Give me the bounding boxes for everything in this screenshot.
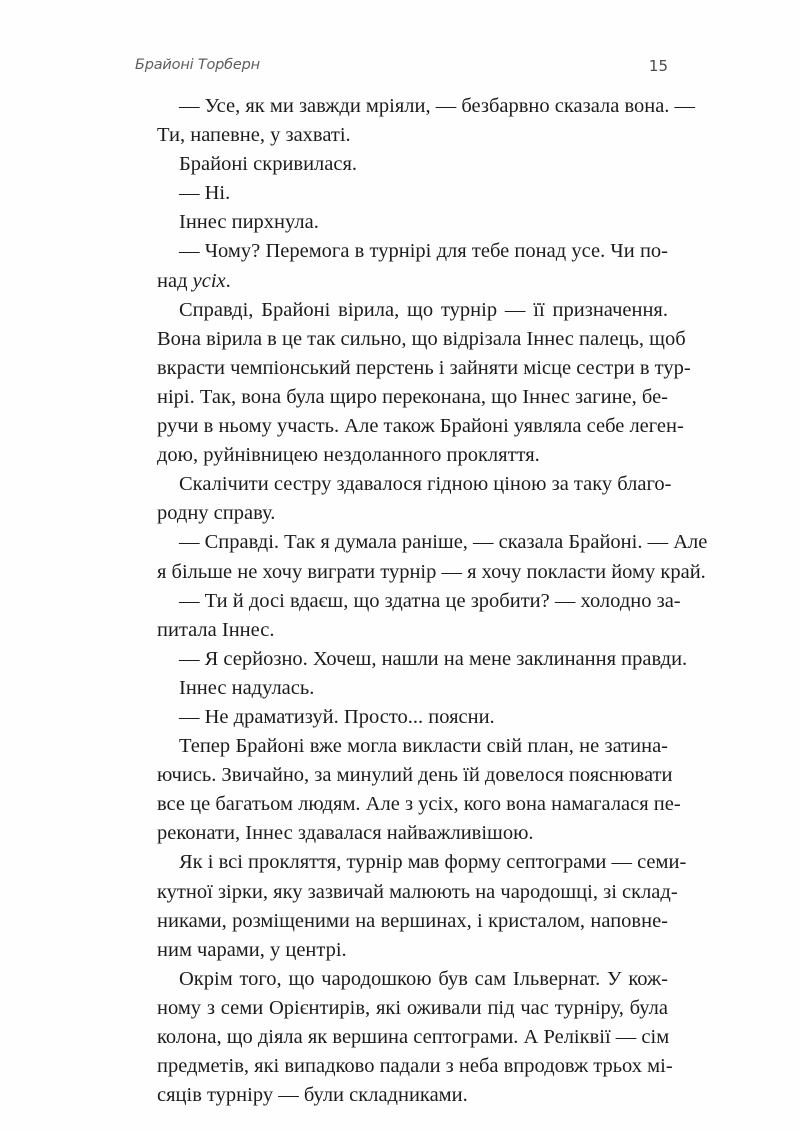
paragraph [135, 732, 681, 848]
text-line: Вона вірила в це так сильно, що відрізала Іннес палець, щоб [157, 327, 686, 350]
text-line: родну справу. [157, 502, 276, 525]
text-line: колона, що діяла як вершина септограми. А Реліквії — сім [157, 1026, 670, 1048]
text-line: Як і всі прокляття, турнір мав форму септограми — семи- [179, 851, 687, 874]
text-line: дою, руйнівницею нездоланного прокляття. [157, 444, 540, 467]
text-line: Скалічити сестру здавалося гідною ціною за таку благо- [179, 473, 672, 496]
paragraph [135, 92, 696, 150]
paragraph [135, 674, 668, 703]
text-line: Тепер Брайоні вже могла викласти свій план, не затина- [179, 735, 668, 758]
text-line: предметів, які випадково падали з неба впродовж трьох мі- [157, 1055, 673, 1078]
text-line: я більше не хочу виграти турнір — я хочу покласти йому край. [157, 560, 706, 583]
text-line: ним чарами, у центрі. [157, 938, 347, 961]
text-line: ючись. Звичайно, за минулий день їй довелося пояснювати [157, 764, 673, 787]
page-number: 15 [648, 57, 668, 75]
paragraph [135, 645, 688, 674]
text-line: реконати, Іннес здавалася найважливішою. [157, 822, 534, 845]
paragraph [135, 528, 708, 586]
text-line: вкрасти чемпіонський перстень і зайняти місце сестри в тур- [157, 356, 691, 379]
text-line: кутної зірки, яку зазвичай малюють на чародошці, зі склад- [157, 880, 678, 903]
paragraph [135, 587, 681, 645]
text-line: Брайоні скривилася. [179, 153, 358, 176]
text-line: — Усе, як ми завжди мріяли, — безбарвно сказала вона. — [179, 95, 696, 117]
text-line: Ти, напевне, у захваті. [157, 124, 351, 147]
text-line: Окрім того, що чародошкою був сам Ільвернат. У кож- [179, 967, 668, 990]
text-fragment: над [157, 269, 193, 292]
paragraph [135, 237, 668, 295]
paragraph [135, 848, 687, 964]
text-line: Іннес пирхнула. [179, 211, 319, 234]
paragraph [135, 179, 668, 208]
text-line: — Справді. Так я думала раніше, — сказала Брайоні. — Але [179, 531, 708, 554]
text-line: — Не драматизуй. Просто... поясни. [179, 705, 495, 728]
text-line: — Я серйозно. Хочеш, нашли на мене заклинання правди. [179, 647, 688, 670]
text-line: Іннес надулась. [179, 676, 315, 699]
text-line: — Ні. [179, 182, 231, 205]
emphasized-word: усіх [192, 269, 226, 292]
text-line: питала Іннес. [157, 618, 275, 641]
text-line: Справді, Брайоні вірила, що турнір — її призначення. [179, 298, 668, 321]
paragraph [135, 703, 668, 732]
body-text [135, 92, 708, 1110]
text-line: — Ти й досі вдаєш, що здатна це зробити? — холодно за- [179, 589, 681, 612]
paragraph [135, 208, 668, 237]
running-header [135, 57, 668, 79]
text-line: сяців турніру — були складниками. [157, 1084, 468, 1107]
paragraph [135, 296, 691, 471]
text-line: все це багатьом людям. Але з усіх, кого вона намагалася пе- [157, 793, 681, 816]
running-head-author: Брайоні Торберн [135, 57, 260, 73]
paragraph [135, 965, 673, 1110]
paragraph [135, 470, 672, 528]
text-line: никами, розміщеними на вершинах, і кристалом, наповне- [157, 909, 668, 932]
text-line: ручи в ньому участь. Але також Брайоні уявляла себе леген- [157, 415, 684, 438]
text-line: — Чому? Перемога в турнірі для тебе понад усе. Чи по- [179, 240, 668, 263]
text-line: ному з семи Орієнтирів, які оживали під час турніру, була [157, 996, 668, 1019]
text-line-with-emphasis [135, 267, 668, 296]
paragraph [135, 150, 668, 179]
text-fragment: . [225, 269, 231, 292]
text-line: нірі. Так, вона була щиро переконана, що Іннес загине, бе- [157, 385, 668, 408]
